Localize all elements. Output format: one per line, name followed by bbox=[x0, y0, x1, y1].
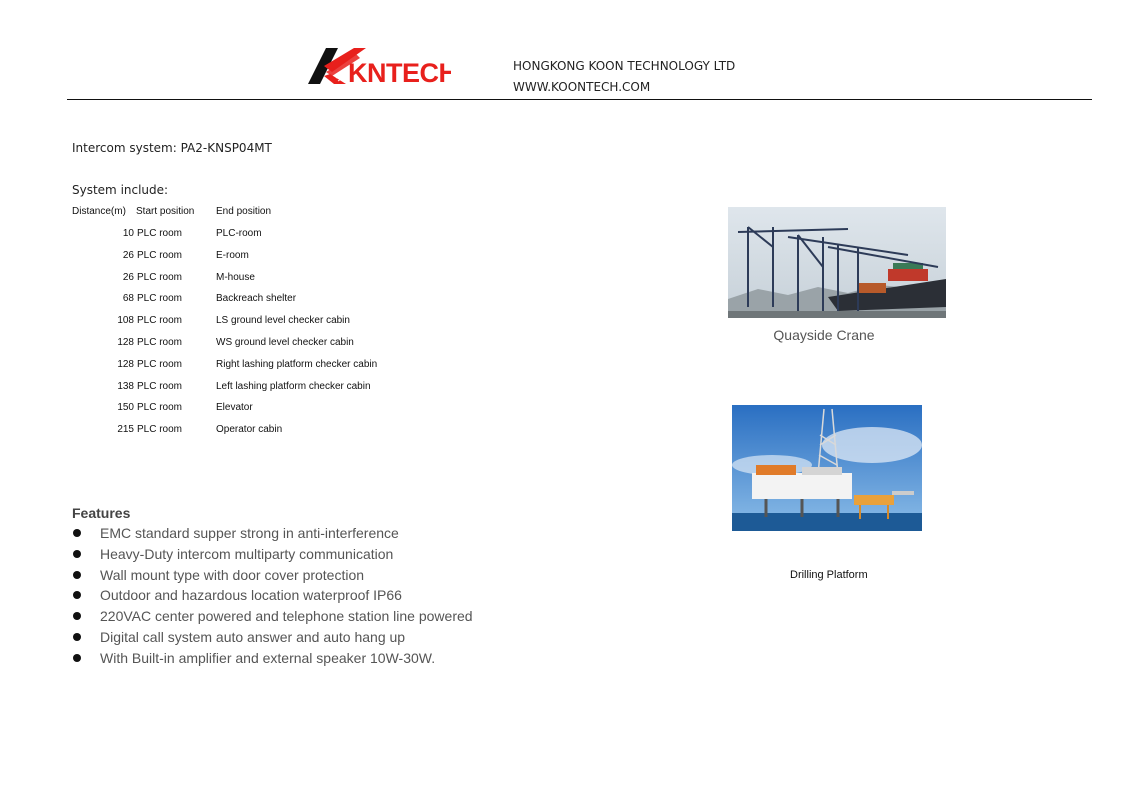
feature-item bbox=[72, 565, 473, 586]
table-row bbox=[72, 315, 492, 335]
cell-end: PLC-room bbox=[216, 228, 262, 239]
feature-text: Wall mount type with door cover protection bbox=[100, 566, 365, 583]
feature-item bbox=[72, 585, 473, 606]
company-website[interactable]: WWW.KOONTECH.COM bbox=[513, 80, 651, 94]
cell-distance: 138 bbox=[117, 380, 134, 392]
cell-end: Operator cabin bbox=[216, 424, 283, 436]
cell-distance: 68 bbox=[122, 293, 134, 305]
bullet-icon bbox=[73, 550, 81, 558]
cell-start: PLC room bbox=[137, 249, 183, 261]
cell-distance: 128 bbox=[117, 337, 134, 348]
logo-text: KNTECH bbox=[348, 58, 451, 88]
header-start: Start position bbox=[136, 206, 195, 217]
table-row bbox=[72, 402, 492, 422]
header-distance: Distance(m) bbox=[72, 206, 126, 217]
cell-start: PLC room bbox=[137, 337, 183, 348]
cell-start: PLC room bbox=[137, 293, 183, 305]
table-row bbox=[72, 381, 492, 401]
cell-distance: 10 bbox=[122, 228, 134, 239]
cell-end: WS ground level checker cabin bbox=[216, 337, 354, 348]
feature-item bbox=[72, 544, 473, 565]
cell-distance: 150 bbox=[117, 402, 134, 414]
features-title: Features bbox=[72, 505, 131, 521]
cell-start: PLC room bbox=[137, 424, 183, 436]
features-list bbox=[72, 523, 473, 669]
bullet-icon bbox=[73, 612, 81, 620]
table-row bbox=[72, 228, 492, 248]
intercom-system-line: Intercom system: PA2-KNSP04MT bbox=[72, 141, 272, 155]
header-end: End position bbox=[216, 206, 272, 217]
crane-caption: Quayside Crane bbox=[773, 327, 875, 343]
feature-text: Outdoor and hazardous location waterproof IP66 bbox=[100, 587, 402, 604]
table-row bbox=[72, 293, 492, 313]
header-divider bbox=[67, 99, 1092, 100]
cell-start: PLC room bbox=[137, 358, 183, 370]
company-info bbox=[513, 56, 735, 98]
cell-end: Right lashing platform checker cabin bbox=[216, 358, 378, 370]
table-row bbox=[72, 250, 492, 270]
cell-distance: 26 bbox=[122, 271, 134, 283]
cell-start: PLC room bbox=[137, 402, 183, 414]
quayside-crane-photo bbox=[728, 207, 946, 318]
kntech-logo-icon bbox=[306, 44, 451, 88]
cell-distance: 108 bbox=[117, 315, 134, 327]
table-row bbox=[72, 272, 492, 292]
rig-caption: Drilling Platform bbox=[790, 569, 868, 581]
feature-text: EMC standard supper strong in anti-interference bbox=[100, 525, 399, 541]
cell-end: Elevator bbox=[216, 402, 253, 414]
cell-start: PLC room bbox=[137, 380, 183, 392]
feature-item bbox=[72, 606, 473, 627]
cell-distance: 26 bbox=[122, 249, 134, 261]
feature-text: 220VAC center powered and telephone station line powered bbox=[100, 608, 473, 625]
cell-distance: 215 bbox=[117, 424, 134, 436]
cell-start: PLC room bbox=[137, 315, 183, 327]
cell-start: PLC room bbox=[137, 228, 183, 239]
cell-end: M-house bbox=[216, 271, 255, 283]
feature-item bbox=[72, 648, 473, 669]
cell-end: Backreach shelter bbox=[216, 293, 297, 305]
feature-item bbox=[72, 523, 473, 544]
system-table bbox=[72, 206, 492, 446]
bullet-icon bbox=[73, 633, 81, 641]
table-row bbox=[72, 359, 492, 379]
table-row bbox=[72, 337, 492, 357]
bullet-icon bbox=[73, 654, 81, 662]
table-header-row bbox=[72, 206, 492, 226]
cell-end: LS ground level checker cabin bbox=[216, 315, 350, 327]
cell-distance: 128 bbox=[117, 358, 134, 370]
feature-text: With Built-in amplifier and external speaker 10W-30W. bbox=[100, 649, 436, 666]
cell-end: Left lashing platform checker cabin bbox=[216, 380, 371, 392]
bullet-icon bbox=[73, 529, 81, 537]
bullet-icon bbox=[73, 571, 81, 579]
feature-text: Digital call system auto answer and auto hang up bbox=[100, 628, 406, 645]
bullet-icon bbox=[73, 591, 81, 599]
system-include-title: System include: bbox=[72, 183, 169, 197]
company-logo bbox=[306, 44, 451, 88]
feature-text: Heavy-Duty intercom multiparty communication bbox=[100, 545, 394, 562]
cell-start: PLC room bbox=[137, 271, 183, 283]
company-name: HONGKONG KOON TECHNOLOGY LTD bbox=[513, 59, 736, 73]
drilling-platform-photo bbox=[732, 405, 922, 531]
table-row bbox=[72, 424, 492, 444]
feature-item bbox=[72, 627, 473, 648]
cell-end: E-room bbox=[216, 249, 249, 261]
